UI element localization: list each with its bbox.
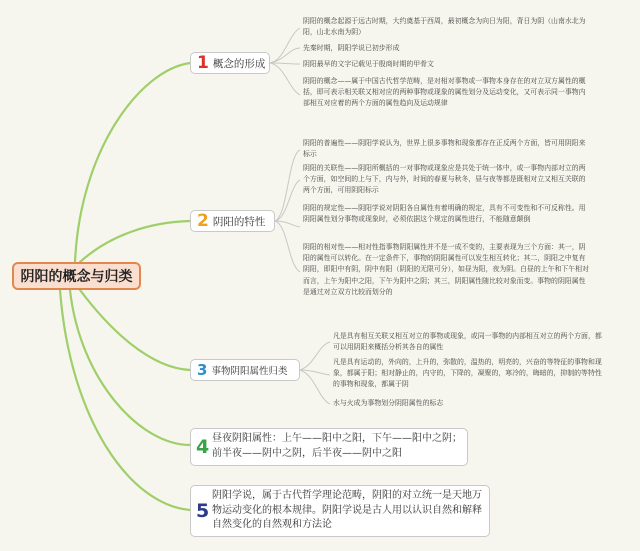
branch-2-leaf-1: 阴阳的普遍性——阴阳学说认为，世界上很多事物和现象都存在正反两个方面，皆可用阴阳来标示 [303, 139, 586, 159]
fan-b1-4 [270, 63, 300, 95]
branch-1-leaf-1: 阴阳的概念起源于远古时期，大约奠基于西周，最初概念为向日为阳，背日为阴（山南水北为阳，山北水南为阴） [303, 17, 586, 37]
branch-3-number: 3 [197, 361, 208, 379]
branch-2-label: 阴阳的特性 [212, 215, 266, 228]
connector-root-b3 [80, 290, 190, 370]
branch-1-leaf-3: 阴阳最早的文字记载见于殷商时期的甲骨文 [303, 60, 434, 68]
root-node[interactable] [12, 262, 141, 290]
branch-1-label: 概念的形成 [212, 57, 266, 70]
branch-1-number: 1 [197, 53, 209, 73]
fan-b3-1 [300, 342, 330, 370]
branch-3-label: 事物阴阳属性归类 [211, 366, 288, 377]
branch-2-leaf-4: 阴阳的相对性——相对性指事物阴阳属性并不是一成不变的，主要表现为三个方面：其一，阴阳的属性可以转化。在一定条件下，事物的阴阳属性可以发生相互转化；其二，阴阳之中复有阴阳，即阳中有阴，阴中有阳（阴阳的无限可分），如昼为阳，夜为阴。白昼的上午和下午相对而言，上午为阳中之阳，下午为阳中之阴；其三，阴阳属性随比较对象而变。事物的阴阳属性是通过对立双方比较而划分的 [303, 243, 589, 296]
fan-b1-3 [270, 63, 300, 64]
branch-4-number: 4 [196, 436, 210, 458]
branch-1-leaf-2: 先秦时期，阴阳学说已初步形成 [303, 44, 400, 52]
branch-4-text: 昼夜阴阳属性：上午——阳中之阳，下午——阳中之阴；前半夜——阴中之阴，后半夜——阴中之阳 [212, 433, 462, 459]
branch-2-leaf-3: 阴阳的规定性——阴阳学说对阴阳各自属性有着明确的规定，具有不可变性和不可反称性。用阴阳属性划分事物或现象时，必须依据这个规定的属性进行，不能随意颠倒 [303, 204, 586, 224]
branch-1-leaf-4: 阴阳的概念——属于中国古代哲学范畴，是对相对事物或一事物本身存在的对立双方属性的概括，即可表示相关联又相对应的两种事物或现象的属性划分及运动变化，又可表示同一事物内部相互对应着的两个方面的属性趋向及运动规律 [303, 77, 586, 108]
connector-root-b5 [60, 290, 190, 510]
fan-b1-1 [270, 28, 300, 63]
branch-2-leaf-2: 阴阳的关联性——阴阳所概括的一对事物或现象应是共处于统一体中，或一事物内部对立的两个方面，如空间的上与下，内与外，时间的春夏与秋冬，昼与夜等都是既相对立又相互关联的两个方面，可用阴阳标示 [303, 164, 586, 195]
root-label: 阴阳的概念与归类 [20, 269, 133, 285]
branch-5-number: 5 [196, 500, 210, 522]
fan-b3-3 [300, 370, 330, 404]
branch-5-text: 阴阳学说，属于古代哲学理论范畴，阴阳的对立统一是天地万物运动变化的根本规律。阴阳学说是古人用以认识自然和解释自然变化的自然观和方法论 [212, 490, 482, 530]
branch-3-leaf-1: 凡是具有相互关联又相互对立的事物或现象，或同一事物的内部相互对立的两个方面，都可以用阴阳来概括分析其各自的属性 [333, 332, 602, 352]
branch-2-node[interactable] [190, 210, 275, 232]
connector-root-b2 [80, 221, 190, 262]
branch-3-node[interactable] [190, 359, 300, 381]
fan-b2-4 [275, 221, 300, 272]
branch-1-node[interactable] [190, 52, 270, 74]
branch-3-leaf-2: 凡是具有运动的，外向的，上升的，弥散的，温热的，明亮的，兴奋的等特征的事物和现象，都属于阳；相对静止的，内守的，下降的，凝聚的，寒冷的，晦暗的，抑制的等特性的事物和现象，都属于阴 [333, 358, 602, 389]
fan-b2-1 [275, 150, 300, 221]
branch-2-number: 2 [197, 211, 209, 231]
branch-3-leaf-3: 水与火成为事物划分阴阳属性的标志 [333, 399, 444, 407]
